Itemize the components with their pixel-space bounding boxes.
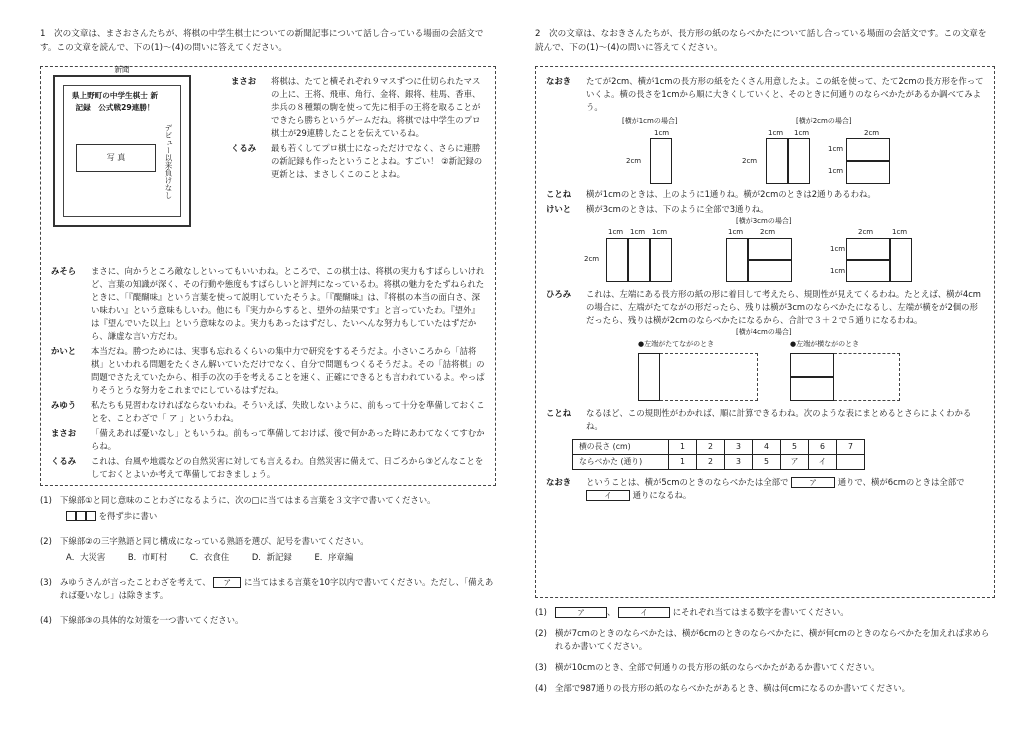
table-cell: 5 <box>753 454 781 469</box>
table-cell: 4 <box>753 439 781 454</box>
question-text: 横が10cmのとき、全部で何通りの長方形の紙のならべかたがあるか書いてください。 <box>555 661 880 672</box>
dim-label: 2cm <box>760 227 776 236</box>
table-cell: 3 <box>725 454 753 469</box>
question-2-2 <box>535 627 995 653</box>
question-text-cont: に当てはまる言葉を10字以内で書いてください。ただし、「備えあれば憂いなし」は除きます。 <box>60 576 494 600</box>
dialogue-line <box>231 142 483 181</box>
remaining-area <box>834 353 900 401</box>
dim-label: 1cm <box>830 244 846 253</box>
speaker-name: けいと <box>546 203 572 214</box>
diagram-title: [横が4cmの場合] <box>736 327 792 336</box>
question-1-4 <box>40 614 496 627</box>
dim-label: 1cm <box>830 266 846 275</box>
choice-list <box>60 551 496 564</box>
table-row <box>573 439 865 454</box>
rect-horizontal <box>846 260 890 282</box>
question-number: (1) <box>535 606 547 617</box>
rect-horizontal <box>846 138 890 161</box>
diagram-title: [横が2cmの場合] <box>796 116 852 125</box>
question-text: 下線部②の三字熟語と同じ構成になっている熟語を選び、記号を書いてください。 <box>60 535 369 546</box>
speaker-name: ひろみ <box>546 288 572 299</box>
dim-label: 1cm <box>828 166 844 175</box>
rect-vertical <box>726 238 748 282</box>
diagram-caption: ●左端が横ながのとき <box>790 339 860 348</box>
question-number: (2) <box>535 627 547 638</box>
question-number: (3) <box>535 661 547 672</box>
rect-vertical <box>766 138 788 184</box>
dim-label: 1cm <box>892 227 908 236</box>
question-text: 全部で987通りの長方形の紙のならべかたがあるとき、横は何cmになるのか書いてください。 <box>555 682 911 693</box>
answer-box[interactable] <box>76 511 86 521</box>
problem-1-header: 1 次の文章は、まさおさんたちが、将棋の中学生棋士についての新聞記事について話し合っている場面の会話文です。この文章を読んで、下の(1)〜(4)の問いに答えてください。 <box>40 29 484 53</box>
question-number: (4) <box>40 614 52 625</box>
speaker-name: まさお <box>231 75 257 86</box>
answer-suffix: を得ず歩に書い <box>98 510 158 521</box>
speech-text: 最も若くしてプロ棋士になっただけでなく、さらに連勝の新記録も作ったということよね。すごい！ ②新記録の更新とは、まさしくこのことよね。 <box>271 142 483 179</box>
rect-horizontal <box>846 238 890 260</box>
table-cell: 3 <box>725 439 753 454</box>
rect-vertical <box>650 238 672 282</box>
diagram-width-3 <box>546 218 984 288</box>
choice-item[interactable]: A．大災害 <box>66 551 106 562</box>
dim-label: 2cm <box>858 227 874 236</box>
newspaper-headline: 県上野町の中学生棋士 新記録 公式戦29連勝！ <box>71 90 159 113</box>
dim-label: 1cm <box>652 227 668 236</box>
dialogue-line <box>546 75 984 114</box>
speech-part: 通りで、横が6cmのときは全部で <box>837 476 965 487</box>
question-text: にそれぞれ当てはまる数字を書いてください。 <box>672 606 849 617</box>
choice-item[interactable]: B．市町村 <box>127 551 168 562</box>
dim-label: 2cm <box>864 128 880 137</box>
speaker-name: みそら <box>51 265 77 276</box>
question-text: 横が7cmのときのならべかたは、横が6cmのときのならべかたに、横が何cmのときのならべかたを加えれば求められるか書いてください。 <box>555 627 990 651</box>
diagram-caption: ●左端がたてながのとき <box>638 339 715 348</box>
problem-1 <box>40 28 496 639</box>
question-number: (1) <box>40 494 52 505</box>
question-1-3 <box>40 576 496 602</box>
speaker-name: なおき <box>546 476 572 487</box>
dialogue-line <box>51 265 485 343</box>
table-cell: イ <box>809 454 837 469</box>
speaker-name: ことね <box>546 188 572 199</box>
speech-text: これは、左端にある長方形の紙の形に着目して考えたら、規則性が見えてくるわね。たとえば、横が4cmの場合に、左端がたてながの形だったら、残りは横が3cmのならべかたになるし、左端が横をが2個の形だったら、残りは横が2cmのならべかたになるから、合計で３＋２で５通りになるわね。 <box>586 288 981 325</box>
dialogue-line <box>546 203 984 216</box>
question-1-2 <box>40 535 496 564</box>
dialogue-line <box>546 288 984 327</box>
blank-box-i: イ <box>586 490 630 501</box>
choice-item[interactable]: E．序章編 <box>314 551 354 562</box>
rect-vertical <box>890 238 912 282</box>
speech-text: なるほど、この規則性がわかれば、順に計算できるわね。次のような表にまとめるとさらによくわかるね。 <box>586 407 972 431</box>
table-header-cell: 横の長さ (cm) <box>573 439 669 454</box>
diagram-width-1-2 <box>546 116 984 188</box>
speaker-name: なおき <box>546 75 572 86</box>
table-cell: ア <box>781 454 809 469</box>
dim-label: 1cm <box>608 227 624 236</box>
problem-2 <box>535 28 995 703</box>
answer-boxes <box>60 510 496 523</box>
dialogue-line <box>51 427 485 453</box>
dialogue-box-2 <box>535 66 995 598</box>
table-header-cell: ならべかた (通り) <box>573 454 669 469</box>
newspaper-photo: 写 真 <box>76 144 156 172</box>
newspaper-label: 新聞 <box>114 64 130 74</box>
answer-box[interactable] <box>86 511 96 521</box>
dialogue-line <box>51 345 485 397</box>
dim-label: 1cm <box>828 144 844 153</box>
sequence-table-wrap <box>572 439 984 470</box>
rect-vertical <box>638 353 660 401</box>
speech-part: ということは、横が5cmのときのならべかたは全部で <box>586 476 789 487</box>
blank-box-a: ア <box>213 577 241 588</box>
speech-text: 将棋は、たてと横それぞれ９マスずつに仕切られたマスの上に、王将、飛車、角行、金将、銀将、桂馬、香車、歩兵の８種類の駒を使って先に相手の王将を取ることができたら勝ちというゲームだね。将棋では中学生のプロ棋士が29連勝したことを伝えているね。 <box>271 75 481 138</box>
remaining-area <box>660 353 758 401</box>
diagram-title: [横が3cmの場合] <box>736 216 792 225</box>
rect-horizontal <box>790 377 834 401</box>
diagram-title: [横が1cmの場合] <box>622 116 678 125</box>
table-cell: 6 <box>809 439 837 454</box>
rect-vertical <box>628 238 650 282</box>
speaker-name: くるみ <box>51 455 77 466</box>
speaker-name: みゆう <box>51 399 77 410</box>
question-1-1 <box>40 494 496 523</box>
dim-label: 1cm <box>768 128 784 137</box>
question-2-3 <box>535 661 995 674</box>
speech-text: たてが2cm、横が1cmの長方形の紙をたくさん用意したよ。この紙を使って、たて2cmの長方形を作っていくよ。横の長さを1cmから順に大きくしていくと、そのときに何通りのならべかたがあるか調べてみよう。 <box>586 75 984 112</box>
table-cell: 1 <box>669 454 697 469</box>
table-cell: 5 <box>781 439 809 454</box>
answer-box[interactable] <box>66 511 76 521</box>
dialogue-line <box>51 455 485 481</box>
dialogue-line <box>546 188 984 201</box>
question-2-1: (1) ア 、 イ にそれぞれ当てはまる数字を書いてください。 <box>535 606 995 619</box>
dim-label: 1cm <box>794 128 810 137</box>
dim-label: 1cm <box>728 227 744 236</box>
rect-vertical <box>650 138 672 184</box>
dim-label: 2cm <box>742 156 758 165</box>
question-text: 下線部③の具体的な対策を一つ書いてください。 <box>60 614 244 625</box>
problem-2-header: 2 次の文章は、なおきさんたちが、長方形の紙のならべかたについて話し合っている場面の会話文です。この文章を読んで、下の(1)〜(4)の問いに答えてください。 <box>535 29 987 53</box>
table-cell: 1 <box>669 439 697 454</box>
rect-vertical <box>606 238 628 282</box>
choice-item[interactable]: C．衣食住 <box>189 551 230 562</box>
dim-label: 1cm <box>654 128 670 137</box>
rect-vertical <box>788 138 810 184</box>
blank-box-i: イ <box>618 607 670 618</box>
dim-label: 2cm <box>626 156 642 165</box>
dialogue-line <box>231 75 483 140</box>
speech-text: 「備えあれば憂いなし」ともいうね。前もって準備しておけば、後で何かあった時にあわてなくてすむからね。 <box>91 427 485 451</box>
dialogue-line <box>51 399 485 425</box>
question-text: みゆうさんが言ったことわざを考えて、 <box>60 576 211 587</box>
speech-text: 本当だね。勝つためには、実事も忘れるくらいの集中力で研究をするそうだよ。小さいころから「詰将棋」といわれる問題をたくさん解いていただけでなく、自分で問題もつくるそうだよ。その「詰将棋」の問題でさたえていたから、相手の次の手を考えることを速く、正確にできるとも言われているよ。やっぱりそうとうな努力をこれまでにしているはずだね。 <box>91 345 485 395</box>
rect-horizontal <box>748 260 792 282</box>
table-row <box>573 454 865 469</box>
blank-box-a: ア <box>791 477 835 488</box>
blank-box-a: ア <box>555 607 607 618</box>
table-cell: 2 <box>697 439 725 454</box>
question-number: (4) <box>535 682 547 693</box>
questions-1 <box>40 494 496 627</box>
rect-horizontal <box>846 161 890 184</box>
speaker-name: かいと <box>51 345 77 356</box>
sequence-table <box>572 439 865 470</box>
speech-part: 通りになるね。 <box>632 489 692 500</box>
speaker-name: くるみ <box>231 142 257 153</box>
speech-text: まさに、向かうところ敵なしといってもいいわね。ところで、この棋士は、将棋の実力もすばらしいけれど、言葉の知識が深く、その行動や態度もすばらしいと評判になっているわ。将棋の魅力をたずねられたときに、「『醍醐味』という言葉を使って説明していたそうよ。「『醍醐味』は、『将棋の本当の面白さ、深い味わい』という意味もしいわ。他にも『実力からすると、望外の結果です』と言っていたわ。『望外』は『望んでいた以上』という意味なのよ。実力もあったはずだし、たいへんな努力もしていたはずだから、謙虚な言い方だわ。 <box>91 265 485 341</box>
questions-2 <box>535 606 995 695</box>
rect-horizontal <box>790 353 834 377</box>
question-text: 下線部①と同じ意味のことわざになるように、次の□に当てはまる言葉を３文字で書いてください。 <box>60 494 436 505</box>
newspaper-vertical-text: デビュー以来負けなし <box>164 123 173 199</box>
speech-text: 横が1cmのときは、上のように1通りね。横が2cmのときは2通りあるわね。 <box>586 188 876 199</box>
newspaper-frame <box>63 85 181 217</box>
choice-item[interactable]: D．新記録 <box>251 551 292 562</box>
dialogue-line <box>546 407 984 433</box>
question-2-4 <box>535 682 995 695</box>
dialogue-line <box>546 476 984 502</box>
newspaper-illustration <box>53 64 191 227</box>
speech-text: 横が3cmのときは、下のように全部で3通りね。 <box>586 203 769 214</box>
question-number: (2) <box>40 535 52 546</box>
diagram-width-4 <box>546 329 984 407</box>
dim-label: 1cm <box>630 227 646 236</box>
question-number: (3) <box>40 576 52 587</box>
dim-label: 2cm <box>584 254 600 263</box>
speech-text <box>586 476 984 502</box>
table-cell: 2 <box>697 454 725 469</box>
dialogue-box-1 <box>40 66 496 486</box>
rect-horizontal <box>748 238 792 260</box>
table-cell <box>837 454 865 469</box>
speech-text: これは、台風や地震などの自然災害に対しても言えるわ。自然災害に備えて、日ごろから③どんなことをしておくとよいか考えて準備しておきましょう。 <box>91 455 484 479</box>
speech-text: 私たちも見習わなければならないわね。そういえば、失敗しないように、前もって十分を準備しておくことを、ことわざで「 ア 」というわね。 <box>91 399 485 423</box>
table-cell: 7 <box>837 439 865 454</box>
speaker-name: ことね <box>546 407 572 418</box>
speaker-name: まさお <box>51 427 77 438</box>
